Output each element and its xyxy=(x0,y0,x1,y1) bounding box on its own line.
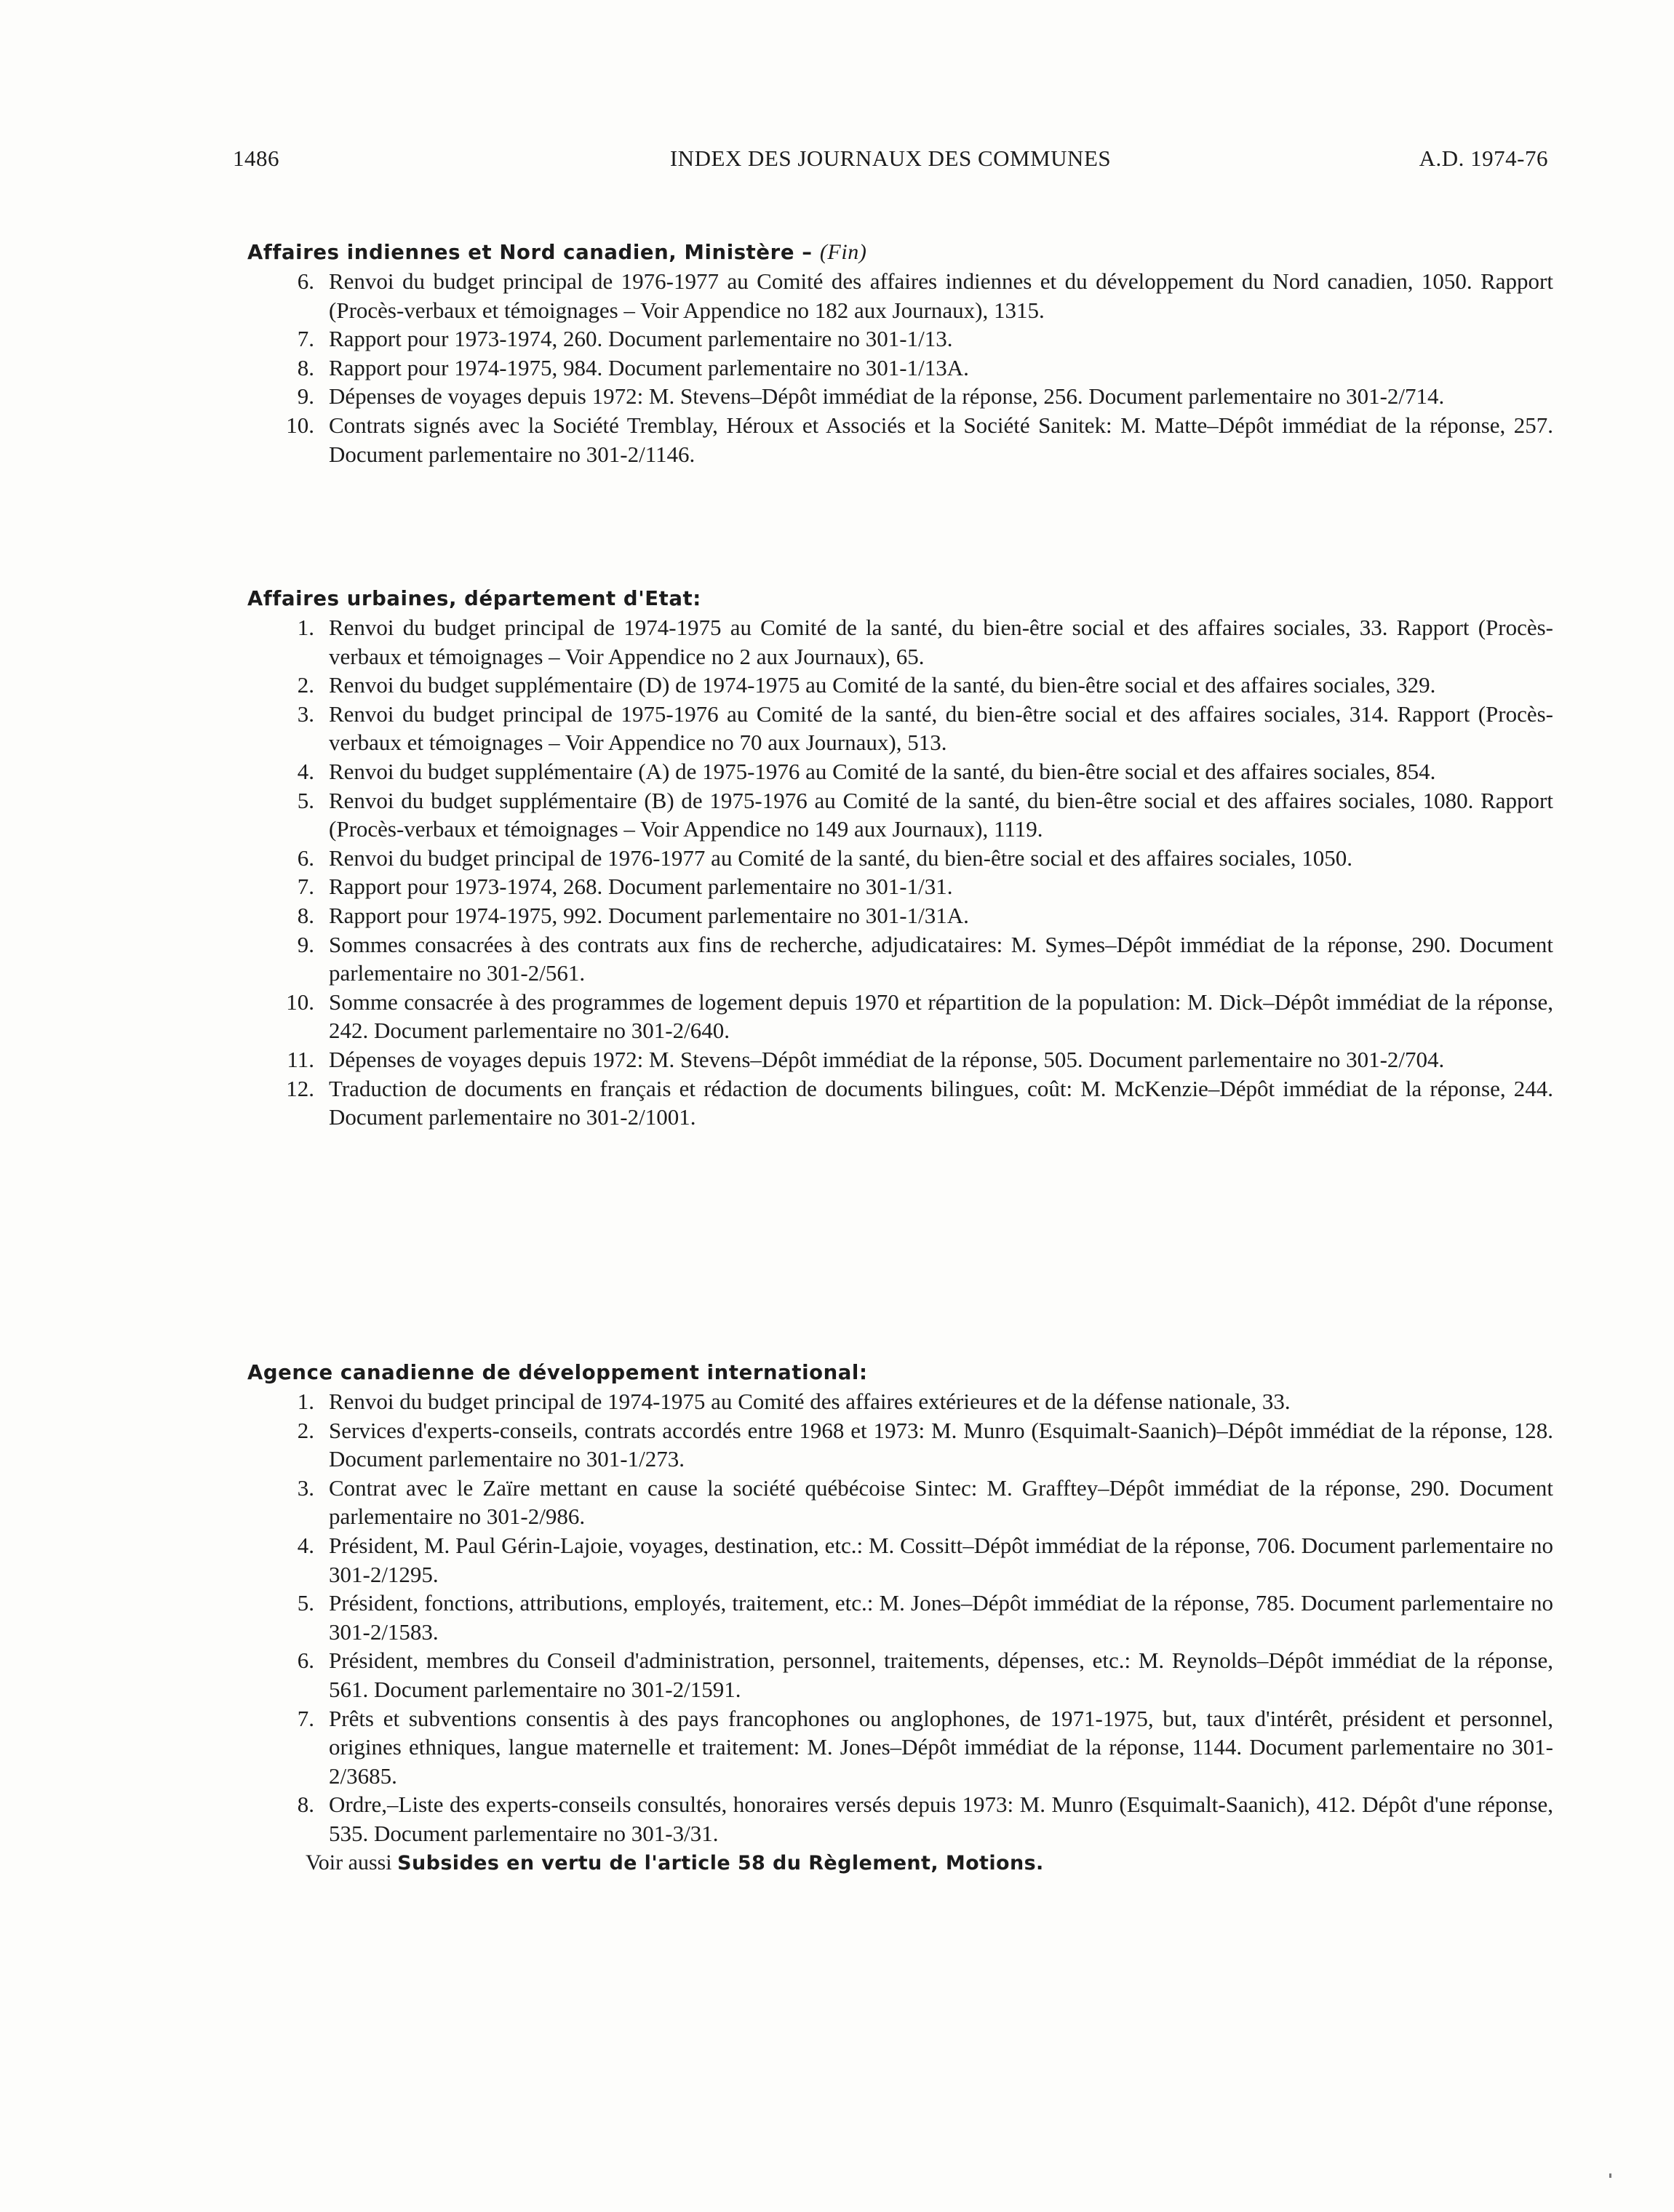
see-also-prefix: Voir aussi xyxy=(306,1850,392,1874)
entry-number: 10. xyxy=(286,412,314,438)
entry-number: 1. xyxy=(297,615,314,640)
entry-text: Président, membres du Conseil d'administration, personnel, traitements, dépenses, etc.: M. Reynolds–Dépôt immédiat de la réponse, 561. Document parlementaire no 301-2/1591. xyxy=(329,1648,1553,1702)
see-also-reference xyxy=(247,1848,1553,1878)
index-entry xyxy=(247,1387,1553,1416)
section-heading: Affaires urbaines, département d'Etat: xyxy=(247,587,701,610)
entry-number: 9. xyxy=(297,931,314,957)
entry-text: Rapport pour 1973-1974, 260. Document parlementaire no 301-1/13. xyxy=(329,326,953,352)
entry-text: Services d'experts-conseils, contrats accordés entre 1968 et 1973: M. Munro (Esquimalt-Saanich)–Dépôt immédiat de la réponse, 128. Document parlementaire no 301-1/273. xyxy=(329,1417,1553,1472)
index-entry xyxy=(247,613,1553,671)
entry-text: Renvoi du budget supplémentaire (D) de 1974-1975 au Comité de la santé, du bien-être social et des affaires sociales, 329. xyxy=(329,672,1436,698)
entry-number: 11. xyxy=(287,1046,314,1072)
index-section-affaires-indiennes xyxy=(247,238,1553,468)
index-entry xyxy=(247,1074,1553,1132)
entry-text: Dépenses de voyages depuis 1972: M. Stevens–Dépôt immédiat de la réponse, 505. Document parlementaire no 301-2/704. xyxy=(329,1046,1445,1072)
entry-text: Renvoi du budget principal de 1974-1975 au Comité de la santé, du bien-être social et des affaires sociales, 33. Rapport (Procès-verbaux et témoignages – Voir Appendice no 2 aux Journaux), 65. xyxy=(329,615,1553,669)
entry-number: 2. xyxy=(297,1417,314,1443)
entry-text: Président, fonctions, attributions, employés, traitement, etc.: M. Jones–Dépôt immédiat de la réponse, 785. Document parlementaire no 301-2/1583. xyxy=(329,1590,1553,1645)
see-also-target: Subsides en vertu de l'article 58 du Règlement, Motions. xyxy=(397,1851,1044,1874)
index-section-agence-canadienne xyxy=(247,1358,1553,1878)
entry-number: 8. xyxy=(297,1792,314,1818)
entry-text: Rapport pour 1974-1975, 992. Document parlementaire no 301-1/31A. xyxy=(329,902,969,928)
entry-text: Contrats signés avec la Société Tremblay, Héroux et Associés et la Société Sanitek: M. Matte–Dépôt immédiat de la réponse, 257. Document parlementaire no 301-2/1146. xyxy=(329,412,1553,467)
index-entry xyxy=(247,1790,1553,1848)
entry-number: 6. xyxy=(297,845,314,871)
page-number: 1486 xyxy=(233,145,279,171)
entry-text: Traduction de documents en français et rédaction de documents bilingues, coût: M. McKenzie–Dépôt immédiat de la réponse, 244. Document parlementaire no 301-2/1001. xyxy=(329,1075,1553,1130)
entry-number: 7. xyxy=(297,1705,314,1731)
entry-number: 10. xyxy=(286,989,314,1015)
entry-text: Président, M. Paul Gérin-Lajoie, voyages, destination, etc.: M. Cossitt–Dépôt immédiat de la réponse, 706. Document parlementaire no 301-2/1295. xyxy=(329,1532,1553,1587)
scan-mark xyxy=(1609,2173,1611,2178)
entry-text: Renvoi du budget principal de 1976-1977 au Comité des affaires indiennes et du développement du Nord canadien, 1050. Rapport (Procès-verbaux et témoignages – Voir Appendice no 182 aux Journaux), 1315. xyxy=(329,268,1553,323)
entry-text: Renvoi du budget supplémentaire (A) de 1975-1976 au Comité de la santé, du bien-être social et des affaires sociales, 854. xyxy=(329,758,1436,784)
index-entry xyxy=(247,382,1553,411)
index-entry xyxy=(247,901,1553,930)
page-header xyxy=(233,145,1548,182)
index-entry xyxy=(247,930,1553,988)
section-heading-suffix: (Fin) xyxy=(819,240,867,264)
section-heading: Agence canadienne de développement international: xyxy=(247,1361,868,1384)
index-entry xyxy=(247,324,1553,354)
entry-text: Renvoi du budget principal de 1974-1975 au Comité des affaires extérieures et de la défense nationale, 33. xyxy=(329,1389,1291,1414)
entry-number: 6. xyxy=(297,1648,314,1674)
entry-text: Rapport pour 1974-1975, 984. Document parlementaire no 301-1/13A. xyxy=(329,354,969,380)
entry-number: 6. xyxy=(297,268,314,294)
entry-number: 8. xyxy=(297,902,314,928)
entry-text: Renvoi du budget principal de 1975-1976 au Comité de la santé, du bien-être social et des affaires sociales, 314. Rapport (Procès-verbaux et témoignages – Voir Appendice no 70 aux Journaux), 513. xyxy=(329,700,1553,756)
entry-number: 4. xyxy=(297,758,314,784)
index-entry xyxy=(247,671,1553,700)
index-entry xyxy=(247,757,1553,786)
index-entry xyxy=(247,354,1553,383)
entry-text: Dépenses de voyages depuis 1972: M. Stevens–Dépôt immédiat de la réponse, 256. Document parlementaire no 301-2/714. xyxy=(329,383,1445,410)
entry-number: 7. xyxy=(297,326,314,352)
entry-number: 5. xyxy=(297,787,314,813)
entry-text: Prêts et subventions consentis à des pays francophones ou anglophones, de 1971-1975, but, taux d'intérêt, président et personnel, origines ethniques, langue maternelle et traitement: M. Jones–Dépôt immédiat de la réponse, 1144. Document parlementaire no 301-2/3685. xyxy=(329,1705,1553,1789)
index-entry xyxy=(247,1704,1553,1791)
entry-text: Renvoi du budget principal de 1976-1977 au Comité de la santé, du bien-être social et des affaires sociales, 1050. xyxy=(329,845,1352,871)
entry-text: Renvoi du budget supplémentaire (B) de 1975-1976 au Comité de la santé, du bien-être social et des affaires sociales, 1080. Rapport (Procès-verbaux et témoignages – Voir Appendice no 149 aux Journaux), 1119. xyxy=(329,787,1553,842)
section-heading: Affaires indiennes et Nord canadien, Ministère – (Fin) xyxy=(247,240,867,264)
entry-number: 5. xyxy=(297,1590,314,1616)
index-entry xyxy=(247,700,1553,757)
index-entry xyxy=(247,1045,1553,1074)
index-section-affaires-urbaines xyxy=(247,584,1553,1132)
page-years: A.D. 1974-76 xyxy=(1419,145,1548,171)
entry-text: Sommes consacrées à des contrats aux fins de recherche, adjudicataires: M. Symes–Dépôt immédiat de la réponse, 290. Document parlementaire no 301-2/561. xyxy=(329,931,1553,986)
index-entry xyxy=(247,988,1553,1045)
index-entry xyxy=(247,1646,1553,1704)
entry-number: 4. xyxy=(297,1532,314,1558)
index-entry xyxy=(247,411,1553,468)
entry-text: Ordre,–Liste des experts-conseils consultés, honoraires versés depuis 1973: M. Munro (Esquimalt-Saanich), 412. Dépôt d'une réponse, 535. Document parlementaire no 301-3/31. xyxy=(329,1792,1553,1846)
entry-number: 12. xyxy=(286,1075,314,1101)
entry-number: 1. xyxy=(297,1389,314,1414)
entry-number: 3. xyxy=(297,700,314,727)
index-entry xyxy=(247,1531,1553,1589)
index-entry xyxy=(247,267,1553,324)
index-entry xyxy=(247,1416,1553,1474)
page-title: INDEX DES JOURNAUX DES COMMUNES xyxy=(669,145,1112,171)
index-entry xyxy=(247,1474,1553,1531)
index-entry xyxy=(247,844,1553,873)
entry-number: 7. xyxy=(297,874,314,900)
index-entry xyxy=(247,1589,1553,1646)
entry-number: 2. xyxy=(297,672,314,698)
entry-number: 3. xyxy=(297,1474,314,1501)
entry-text: Rapport pour 1973-1974, 268. Document parlementaire no 301-1/31. xyxy=(329,874,953,900)
entry-text: Somme consacrée à des programmes de logement depuis 1970 et répartition de la population: M. Dick–Dépôt immédiat de la réponse, 242. Document parlementaire no 301-2/640. xyxy=(329,989,1553,1044)
entry-text: Contrat avec le Zaïre mettant en cause la société québécoise Sintec: M. Grafftey–Dépôt immédiat de la réponse, 290. Document parlementaire no 301-2/986. xyxy=(329,1474,1553,1530)
index-entry xyxy=(247,786,1553,844)
entry-number: 9. xyxy=(297,383,314,410)
index-entry xyxy=(247,872,1553,901)
entry-number: 8. xyxy=(297,354,314,380)
